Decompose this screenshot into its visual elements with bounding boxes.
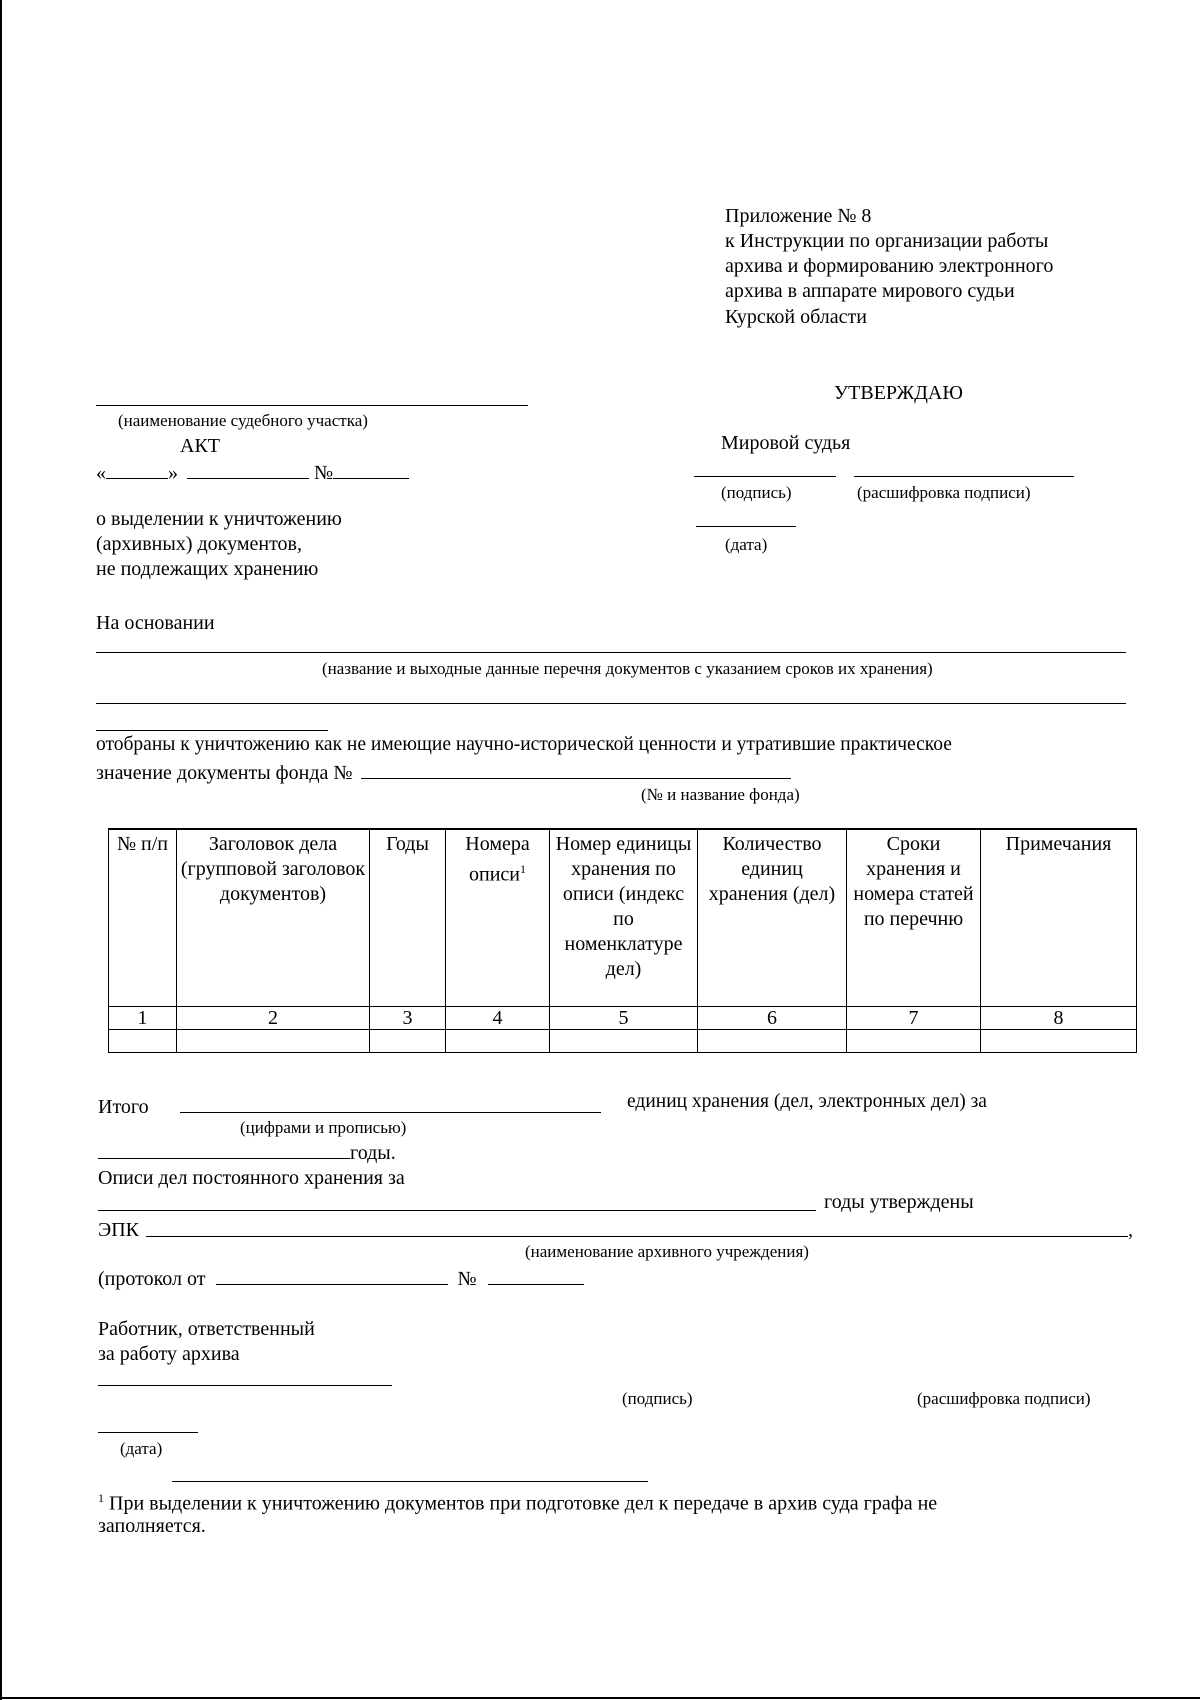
selected-line-2-wrap: [96, 760, 791, 785]
table-row: [109, 1030, 1137, 1053]
col-header-title: Заголовок дела (групповой заголовок документов): [177, 829, 370, 1007]
total-tail: единиц хранения (дел, электронных дел) за: [627, 1091, 987, 1112]
inventories-line-1: Описи дел постоянного хранения за: [98, 1167, 405, 1189]
worker-line-2: за работу архива: [98, 1343, 240, 1365]
footnote-mark-bottom: 1: [98, 1491, 104, 1505]
table-cell[interactable]: [370, 1030, 446, 1053]
footnote-mark: 1: [520, 862, 526, 876]
archive-caption: (наименование архивного учреждения): [525, 1242, 809, 1261]
basis-label: На основании: [96, 612, 215, 634]
col-header-inventory-label: Номера описи: [465, 833, 530, 886]
col-header-inventory: [446, 829, 550, 1007]
col-header-notes: Примечания: [981, 829, 1137, 1007]
epk-label: ЭПК: [98, 1219, 139, 1241]
worker-decoding-caption: (расшифровка подписи): [917, 1389, 1091, 1408]
act-day-blank: [106, 460, 168, 479]
page-bottom-border: [0, 1697, 1200, 1699]
worker-line-1: Работник, ответственный: [98, 1318, 315, 1340]
worker-date-line: [98, 1432, 198, 1433]
table-cell[interactable]: [177, 1030, 370, 1053]
basis-line-3: [96, 730, 328, 731]
column-number: 6: [698, 1007, 847, 1030]
column-number: 4: [446, 1007, 550, 1030]
act-date-number: [96, 460, 409, 485]
basis-caption: (название и выходные данные перечня документов с указанием сроков их хранения): [322, 659, 933, 678]
approve-role: Мировой судья: [721, 432, 851, 454]
table-cell[interactable]: [446, 1030, 550, 1053]
total-digits-caption: (цифрами и прописью): [240, 1118, 407, 1137]
fund-caption: (№ и название фонда): [641, 785, 800, 804]
approve-decoding-caption: (расшифровка подписи): [857, 483, 1031, 502]
column-number: 3: [370, 1007, 446, 1030]
footnote-line-1-wrap: [98, 1486, 937, 1516]
selected-line-2: значение документы фонда №: [96, 762, 353, 784]
basis-line-1: [96, 652, 1126, 653]
fund-number-blank: [361, 760, 791, 779]
court-name-line: [96, 405, 528, 406]
column-number: 7: [847, 1007, 981, 1030]
protocol-wrap: [98, 1266, 584, 1291]
appendix-line-1: Приложение № 8: [725, 205, 872, 227]
col-header-storage-terms: Сроки хранения и номера статей по перечню: [847, 829, 981, 1007]
appendix-line-2: к Инструкции по организации работы: [725, 230, 1049, 252]
table-cell[interactable]: [109, 1030, 177, 1053]
approve-date-caption: (дата): [725, 535, 768, 554]
quote-open: «: [96, 462, 106, 484]
protocol-from: (протокол от: [98, 1268, 206, 1290]
table-header-row: [109, 829, 1137, 1007]
column-number: 8: [981, 1007, 1137, 1030]
footnote-line-1: При выделении к уничтожению документов при подготовке дел к передаче в архив суда графа не: [109, 1492, 938, 1515]
approve-signature-line: [694, 476, 836, 477]
total-years-wrap: [98, 1140, 396, 1165]
worker-date-caption: (дата): [120, 1439, 163, 1458]
total-label: Итого: [98, 1096, 149, 1118]
act-subject-line-1: о выделении к уничтожению: [96, 508, 342, 530]
approve-signature-caption: (подпись): [721, 483, 792, 502]
act-subject-line-3: не подлежащих хранению: [96, 558, 319, 580]
protocol-date-blank: [216, 1266, 448, 1285]
epk-comma: ,: [1128, 1219, 1133, 1241]
act-title: АКТ: [180, 435, 220, 457]
page-left-border: [0, 0, 2, 1700]
selected-line-1: отобраны к уничтожению как не имеющие научно-исторической ценности и утратившие практическое: [96, 734, 952, 755]
total-amount-line: [180, 1112, 601, 1113]
col-header-number: № п/п: [109, 829, 177, 1007]
inventories-approved: годы утверждены: [824, 1191, 974, 1213]
protocol-number-sign: №: [457, 1268, 477, 1290]
appendix-line-4: архива в аппарате мирового судьи: [725, 280, 1015, 302]
table-cell[interactable]: [981, 1030, 1137, 1053]
footnote-line-2: заполняется.: [98, 1515, 206, 1537]
table-cell[interactable]: [550, 1030, 698, 1053]
column-number: 5: [550, 1007, 698, 1030]
basis-line-2: [96, 703, 1126, 704]
column-number: 1: [109, 1007, 177, 1030]
col-header-unit-number: Номер единицы хранения по описи (индекс по номенклатуре дел): [550, 829, 698, 1007]
act-number-blank: [333, 460, 409, 479]
table-cell[interactable]: [847, 1030, 981, 1053]
act-subject-line-2: (архивных) документов,: [96, 533, 302, 555]
footnote-separator: [172, 1481, 648, 1482]
epk-line: [146, 1236, 1128, 1237]
approve-date-line: [696, 526, 796, 527]
court-caption: (наименование судебного участка): [118, 411, 368, 430]
protocol-number-blank: [488, 1266, 584, 1285]
col-header-years: Годы: [370, 829, 446, 1007]
appendix-line-3: архива и формированию электронного: [725, 255, 1054, 277]
worker-line: [98, 1385, 392, 1386]
approve-decoding-line: [854, 476, 1074, 477]
col-header-unit-count: Количество единиц хранения (дел): [698, 829, 847, 1007]
documents-table: [108, 828, 1137, 1053]
act-number-sign: №: [314, 462, 334, 484]
worker-signature-caption: (подпись): [622, 1389, 693, 1408]
inventories-years-line: [98, 1210, 816, 1211]
approve-title: УТВЕРЖДАЮ: [834, 382, 963, 404]
column-number: 2: [177, 1007, 370, 1030]
total-years: годы.: [350, 1142, 396, 1164]
appendix-line-5: Курской области: [725, 306, 867, 328]
table-column-numbers-row: [109, 1007, 1137, 1030]
quote-close: »: [168, 462, 178, 484]
table-cell[interactable]: [698, 1030, 847, 1053]
act-month-blank: [187, 460, 309, 479]
total-years-blank: [98, 1140, 350, 1159]
